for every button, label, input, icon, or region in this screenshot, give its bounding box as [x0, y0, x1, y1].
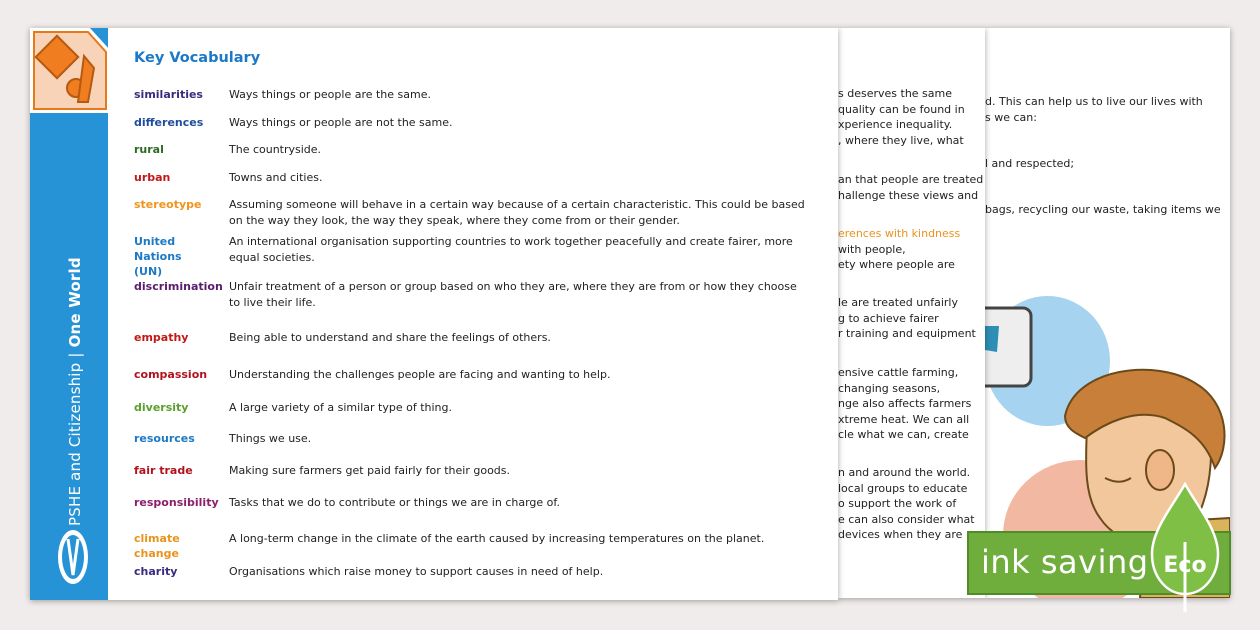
sidebar-title	[66, 257, 84, 526]
page2-line: xtreme heat. We can all	[838, 413, 970, 426]
vocab-definition: Ways things or people are the same.	[229, 88, 431, 101]
vocab-term: charity	[134, 565, 178, 578]
vocab-definition: Towns and cities.	[229, 171, 323, 184]
vocab-definition: Things we use.	[229, 432, 312, 445]
page2-line: erences with kindness	[838, 227, 961, 240]
vocab-definition: Being able to understand and share the feelings of others.	[229, 331, 551, 344]
vocab-definition: A long-term change in the climate of the earth caused by increasing temperatures on the planet.	[229, 532, 765, 545]
page2-line: ety where people are	[838, 258, 955, 271]
vocab-definition: A large variety of a similar type of thing.	[229, 401, 452, 414]
speech-bubble-illustration	[985, 306, 1037, 392]
page3-line: s we can:	[985, 111, 1037, 124]
vocab-term: rural	[134, 143, 164, 156]
page2-line: , where they live, what	[838, 134, 964, 147]
page2-line: cle what we can, create	[838, 428, 969, 441]
vocab-definition: Understanding the challenges people are facing and wanting to help.	[229, 368, 611, 381]
vocab-term: stereotype	[134, 198, 202, 211]
page3-line: l and respected;	[985, 157, 1075, 170]
page2-line: le are treated unfairly	[838, 296, 958, 309]
vocab-definition: Making sure farmers get paid fairly for their goods.	[229, 464, 511, 477]
page2-line: g to achieve fairer	[838, 312, 939, 325]
page2-line: hallenge these views and	[838, 189, 979, 202]
vocab-definition: Assuming someone will behave in a certain way because of a certain characteristic. This could be based on the way they look, the way they speak, where they come from or their gender.	[229, 198, 805, 227]
topic-badge-icon	[30, 28, 110, 113]
page3-line: d. This can help us to live our lives with	[985, 95, 1203, 108]
sidebar-strip	[30, 28, 108, 600]
eco-leaf-icon	[1150, 482, 1220, 614]
page2-line: nge also affects farmers	[838, 397, 972, 410]
vocab-term: climate change	[134, 532, 180, 560]
vocab-definition: Organisations which raise money to support causes in need of help.	[229, 565, 604, 578]
vocab-term: similarities	[134, 88, 203, 101]
vocab-definition: Tasks that we do to contribute or things we are in charge of.	[229, 496, 560, 509]
ink-saving-label: ink saving	[981, 543, 1149, 581]
subject-label: PSHE and Citizenship	[66, 362, 84, 526]
page2-line: with people,	[838, 243, 906, 256]
vocab-term: compassion	[134, 368, 208, 381]
page2-line: s deserves the same	[838, 87, 953, 100]
vocab-definition: Unfair treatment of a person or group based on who they are, where they are from or how they choose to live their life.	[229, 280, 797, 309]
page2-line: an that people are treated	[838, 173, 984, 186]
page3-line: bags, recycling our waste, taking items we	[985, 203, 1221, 216]
vocabulary-heading: Key Vocabulary	[134, 50, 261, 66]
page2-line: xperience inequality.	[838, 118, 953, 131]
page2-line: ensive cattle farming,	[838, 366, 959, 379]
key-vocabulary-page	[30, 28, 838, 600]
page2-line: o support the work of	[838, 497, 957, 510]
page2-line: e can also consider what	[838, 513, 975, 526]
vocab-term: responsibility	[134, 496, 219, 509]
page2-line: quality can be found in	[838, 103, 965, 116]
vocab-definition: Ways things or people are not the same.	[229, 116, 453, 129]
page2-line: r training and equipment	[838, 327, 976, 340]
vocab-definition: The countryside.	[229, 143, 322, 156]
page2-line: devices when they are	[838, 528, 963, 541]
vocab-term: resources	[134, 432, 195, 445]
eco-label: Eco	[1163, 553, 1207, 578]
vocab-term: fair trade	[134, 464, 193, 477]
vocab-term: urban	[134, 171, 171, 184]
background-page-2	[838, 28, 985, 598]
vocab-term: diversity	[134, 401, 189, 414]
page2-line: changing seasons,	[838, 382, 941, 395]
topic-label: One World	[66, 257, 84, 348]
vocab-term: empathy	[134, 331, 189, 344]
page2-line: local groups to educate	[838, 482, 968, 495]
twinkl-logo-icon	[56, 527, 90, 587]
title-separator: |	[66, 347, 84, 363]
vocab-term: discrimination	[134, 280, 223, 293]
vocab-term: United Nations (UN)	[134, 235, 182, 278]
vocab-term: differences	[134, 116, 204, 129]
page2-line: n and around the world.	[838, 466, 971, 479]
vocab-definition: An international organisation supporting countries to work together peacefully and create fairer, more equal societies.	[229, 235, 793, 264]
